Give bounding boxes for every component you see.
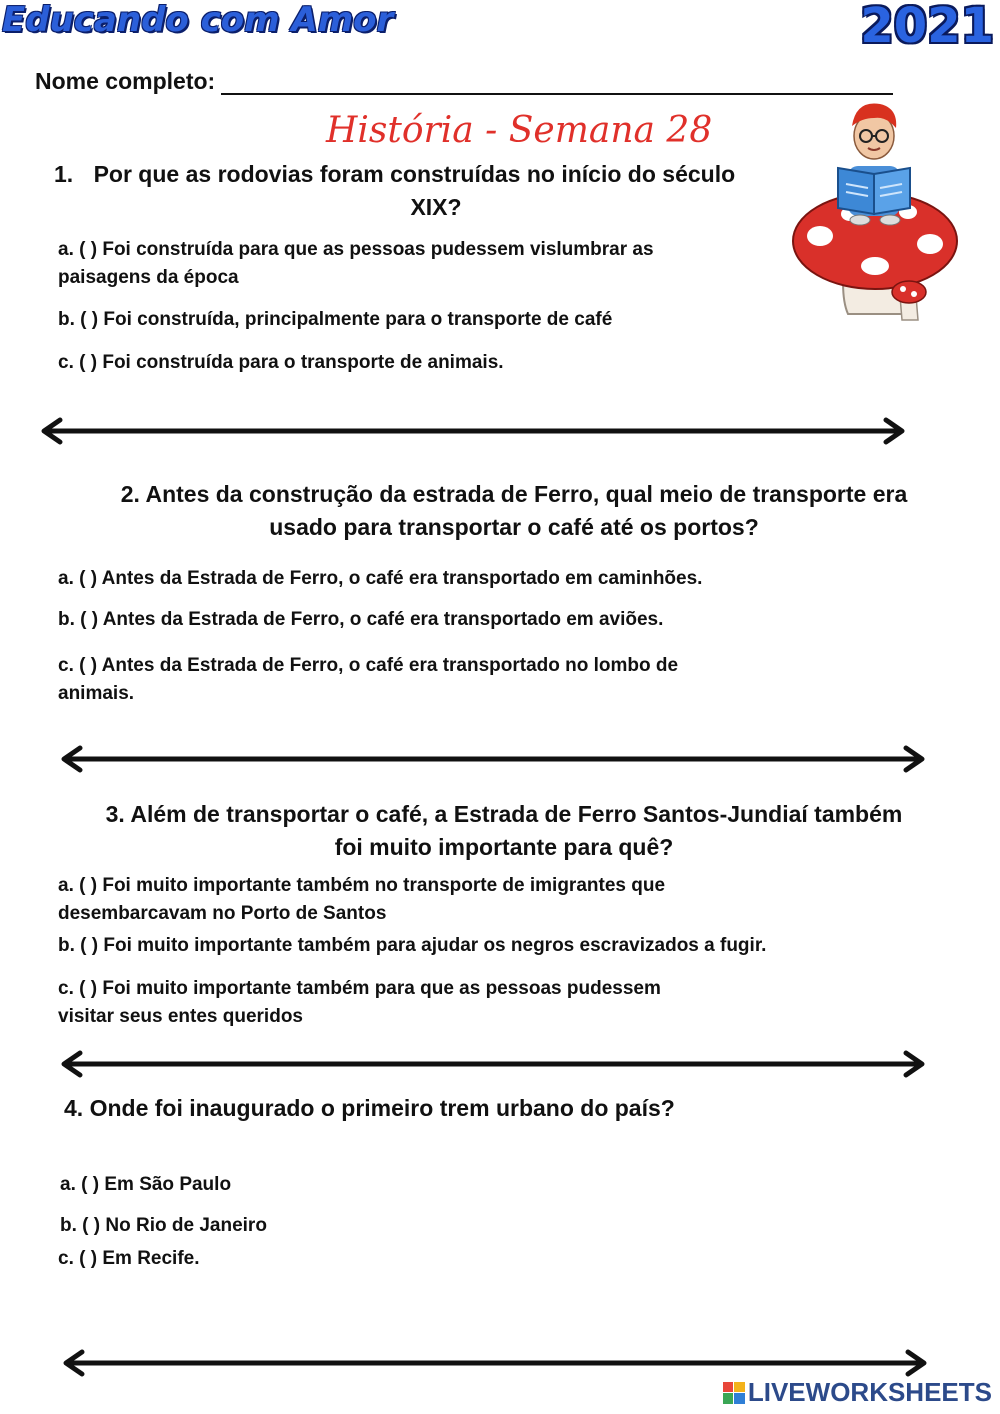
double-arrow-divider: [62, 1348, 928, 1378]
question-text-cont: usado para transportar o café até os portos?: [269, 514, 759, 540]
question-number: 4.: [64, 1095, 84, 1121]
liveworksheets-logo-icon: [723, 1382, 745, 1404]
option-text: Foi construída, principalmente para o transporte de café: [103, 309, 613, 330]
option-text: Foi muito importante também para ajudar os negros escravizados a fugir.: [103, 935, 767, 956]
option-letter[interactable]: b. ( ): [58, 609, 99, 630]
option-letter[interactable]: a. ( ): [60, 1174, 100, 1195]
option-text: Foi muito importante também no transporte de imigrantes que: [102, 875, 666, 896]
option-4a[interactable]: [60, 1171, 660, 1199]
option-letter[interactable]: a. ( ): [58, 568, 98, 589]
option-text: Antes da Estrada de Ferro, o café era transportado no lombo de: [101, 655, 679, 676]
option-text-cont: paisagens da época: [58, 267, 239, 288]
option-letter[interactable]: a. ( ): [58, 239, 98, 260]
option-letter[interactable]: c. ( ): [58, 352, 98, 373]
question-number: 2.: [120, 481, 140, 507]
option-2b[interactable]: [58, 606, 938, 634]
option-text: Foi construída para que as pessoas pudessem vislumbrar as: [102, 239, 654, 260]
option-text-cont: animais.: [58, 683, 135, 704]
year-title: 2021: [860, 0, 994, 54]
option-text-cont: desembarcavam no Porto de Santos: [58, 903, 387, 924]
double-arrow-divider: [60, 1049, 926, 1079]
question-2: [54, 478, 974, 544]
liveworksheets-watermark: [723, 1377, 992, 1408]
question-number: 3.: [105, 801, 125, 827]
option-4b[interactable]: [60, 1212, 660, 1240]
option-2c[interactable]: [58, 652, 938, 708]
double-arrow-divider: [60, 744, 926, 774]
question-text: Onde foi inaugurado o primeiro trem urbano do país?: [89, 1095, 675, 1121]
option-letter[interactable]: b. ( ): [60, 1215, 101, 1236]
question-3: [44, 798, 964, 864]
option-letter[interactable]: c. ( ): [58, 1248, 98, 1269]
option-letter[interactable]: c. ( ): [58, 655, 98, 676]
subject-title: História - Semana 28: [326, 110, 713, 151]
avatar-illustration: [790, 96, 960, 326]
option-2a[interactable]: [58, 565, 938, 593]
option-3c[interactable]: [58, 975, 958, 1031]
question-text: Antes da construção da estrada de Ferro, qual meio de transporte era: [145, 481, 908, 507]
option-3b[interactable]: [58, 932, 958, 960]
option-1c[interactable]: [58, 349, 778, 377]
double-arrow-divider: [40, 416, 906, 446]
question-text: Além de transportar o café, a Estrada de Ferro Santos-Jundiaí também: [130, 801, 903, 827]
option-text: Foi muito importante também para que as pessoas pudessem: [102, 978, 661, 999]
question-text: Por que as rodovias foram construídas no início do século: [93, 161, 736, 187]
name-label: Nome completo:: [35, 68, 216, 94]
option-text: No Rio de Janeiro: [105, 1215, 267, 1236]
option-text: Foi construída para o transporte de animais.: [102, 352, 504, 373]
option-letter[interactable]: c. ( ): [58, 978, 98, 999]
option-text: Antes da Estrada de Ferro, o café era transportado em aviões.: [102, 609, 664, 630]
option-letter[interactable]: a. ( ): [58, 875, 98, 896]
option-text: Em Recife.: [102, 1248, 200, 1269]
question-4: [64, 1092, 944, 1125]
name-input[interactable]: [221, 73, 893, 95]
option-1a[interactable]: [58, 236, 778, 292]
question-number: 1.: [54, 161, 74, 187]
option-4c[interactable]: [58, 1245, 658, 1273]
option-text: Antes da Estrada de Ferro, o café era transportado em caminhões.: [101, 568, 703, 589]
watermark-text: LIVEWORKSHEETS: [747, 1377, 992, 1407]
option-text: Em São Paulo: [104, 1174, 232, 1195]
option-3a[interactable]: [58, 872, 958, 928]
question-1: [54, 158, 794, 224]
option-letter[interactable]: b. ( ): [58, 309, 99, 330]
brand-title: Educando com Amor: [2, 0, 394, 40]
option-1b[interactable]: [58, 306, 778, 334]
name-row: [35, 68, 893, 95]
question-text-cont: XIX?: [410, 194, 462, 220]
option-letter[interactable]: b. ( ): [58, 935, 99, 956]
question-text-cont: foi muito importante para quê?: [334, 834, 674, 860]
option-text-cont: visitar seus entes queridos: [58, 1006, 303, 1027]
